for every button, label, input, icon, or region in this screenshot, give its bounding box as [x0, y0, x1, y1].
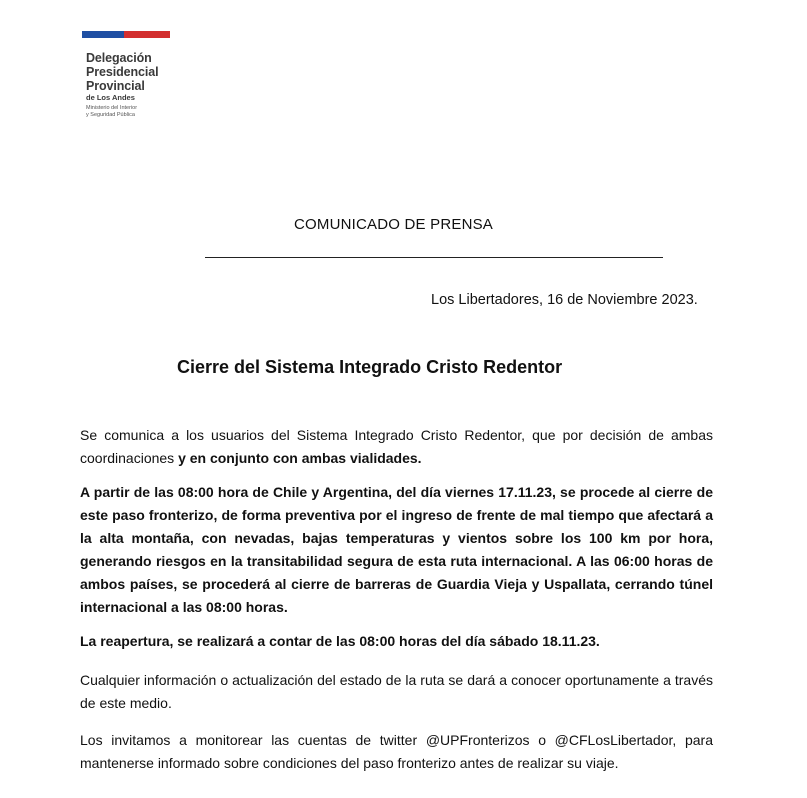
title-divider — [205, 257, 663, 258]
paragraph-closure-details: A partir de las 08:00 hora de Chile y Argentina, del día viernes 17.11.23, se procede al cierre de este paso fronterizo, de forma preventiva por el ingreso de frente de mal tiempo que afectará a la alta montaña, con nevadas, bajas temperaturas y vientos sobre los 100 km por hora, generando riesgos en la transitabilidad segura de esta ruta internacional. A las 06:00 horas de ambos países, se procederá al cierre de barreras de Guardia Vieja y Uspallata, cerrando túnel internacional a las 08:00 horas. — [80, 484, 713, 615]
paragraph-twitter: Los invitamos a monitorear las cuentas de twitter @UPFronterizos o @CFLosLibertador, para mantenerse informado sobre condiciones del paso fronterizo antes de realizar su viaje. — [80, 732, 713, 771]
flag-bar-logo — [82, 31, 170, 38]
institution-logo — [86, 51, 158, 119]
headline: Cierre del Sistema Integrado Cristo Redentor — [177, 357, 563, 377]
flag-red-segment — [124, 31, 170, 38]
date-line: Los Libertadores, 16 de Noviembre 2023. — [431, 292, 698, 308]
logo-line-2: Presidencial — [86, 65, 159, 79]
logo-line-1: Delegación — [86, 51, 152, 65]
ministry-line-1: Ministerio del Interior — [86, 105, 138, 111]
paragraph-reopening: La reapertura, se realizará a contar de las 08:00 horas del día sábado 18.11.23. — [80, 633, 600, 649]
press-release-title: COMUNICADO DE PRENSA — [293, 216, 494, 233]
paragraph-updates: Cualquier información o actualización del estado de la ruta se dará a conocer oportunamente a través de este medio. — [80, 672, 713, 711]
logo-line-3: Provincial — [86, 79, 145, 93]
paragraph-announcement-text: Se comunica a los usuarios del Sistema Integrado Cristo Redentor, que por decisión de ambas coordinaciones — [80, 427, 713, 466]
ministry-line-2: y Seguridad Pública — [86, 112, 135, 118]
logo-subtitle: de Los Andes — [86, 93, 135, 102]
paragraph-announcement-bold: y en conjunto con ambas vialidades. — [178, 450, 422, 466]
flag-blue-segment — [82, 31, 124, 38]
paragraph-announcement — [80, 424, 713, 470]
